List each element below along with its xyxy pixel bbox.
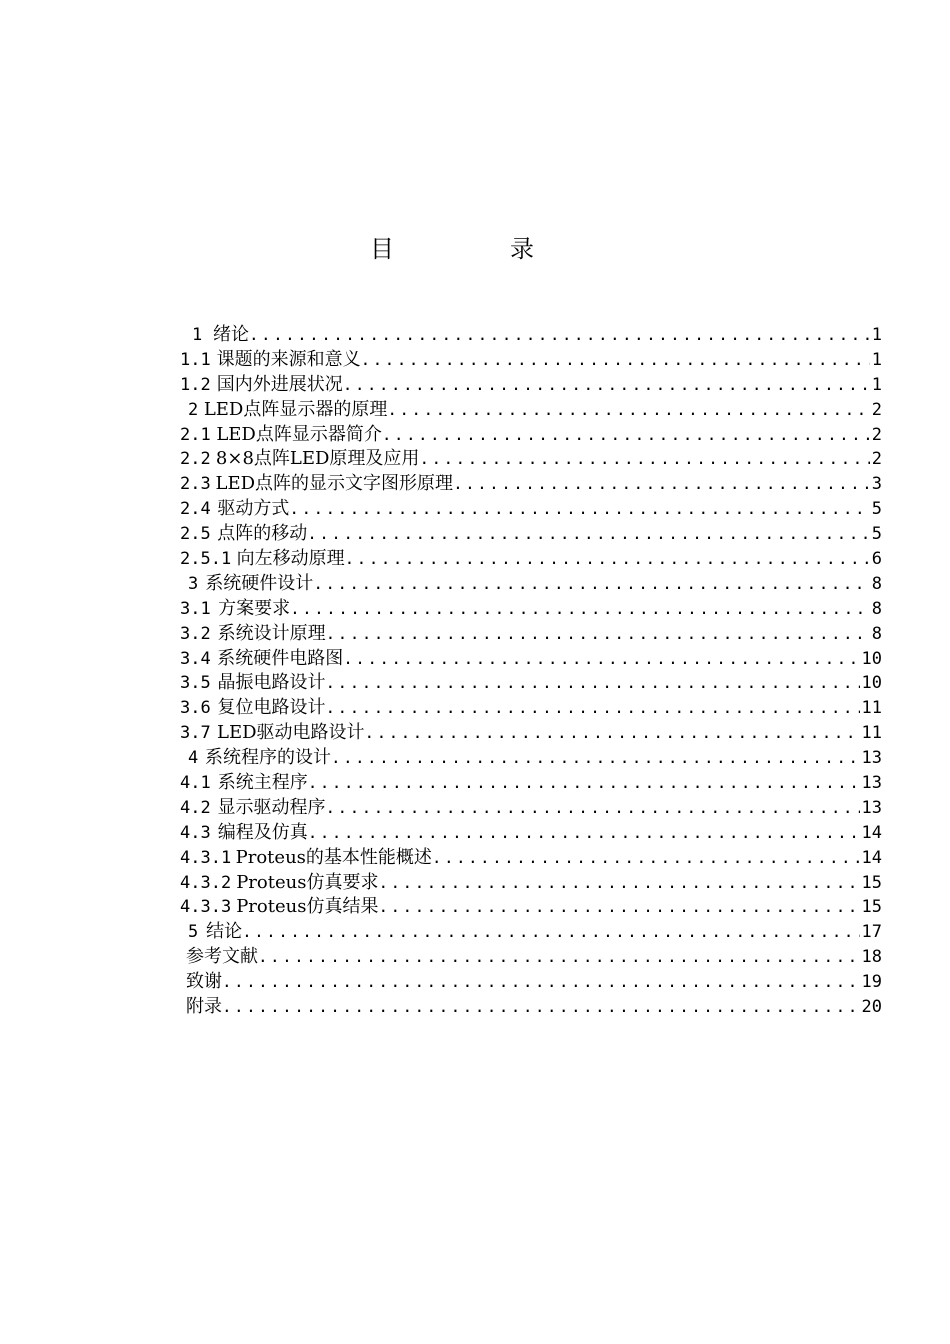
toc-entry[interactable] [180,920,882,945]
toc-dot-leader [326,696,860,721]
toc-entry-page-number: 11 [861,723,882,744]
toc-entry[interactable] [180,846,882,871]
toc-dot-leader [378,895,859,920]
toc-entry[interactable] [180,746,882,771]
toc-entry[interactable] [180,671,882,696]
toc-dot-leader [453,472,870,497]
toc-entry[interactable] [180,871,882,896]
toc-dot-leader [365,721,860,746]
toc-entry-page-number: 2 [871,424,882,445]
toc-dot-leader [258,945,860,970]
toc-entry-page-number: 6 [871,549,882,570]
toc-entry-title: Proteus仿真要求 [236,871,379,893]
toc-entry-title: 晶振电路设计 [217,672,326,694]
toc-entry-title: 绪论 [213,324,249,345]
toc-entry-page-number: 13 [861,748,882,769]
toc-entry-page-number: 8 [871,573,882,594]
toc-entry-title: 国内外进展状况 [216,373,343,395]
toc-entry[interactable] [180,547,882,572]
toc-entry[interactable] [180,796,882,821]
toc-entry-page-number: 13 [861,773,882,794]
toc-entry[interactable] [180,323,882,348]
toc-entry[interactable] [180,497,882,522]
toc-entry-title: 系统程序的设计 [204,747,331,769]
toc-entry-number: 3.2 [180,623,211,644]
toc-entry-page-number: 18 [861,947,882,968]
toc-entry-title: 驱动方式 [217,498,290,520]
toc-entry-number: 2.4 [180,499,211,520]
toc-entry-page-number: 15 [861,897,882,918]
toc-entry-number: 2.2 [180,449,211,470]
toc-entry-number: 4.3 [180,822,211,843]
toc-entry-title: 系统设计原理 [217,622,326,644]
toc-entry-title: 系统硬件设计 [205,572,314,594]
toc-entry[interactable] [180,572,882,597]
toc-entry-title: 方案要求 [218,597,291,619]
toc-entry-title: 向左移动原理 [236,548,345,570]
toc-entry-page-number: 2 [871,449,882,470]
toc-entry[interactable] [180,423,882,448]
toc-entry-number: 2 [188,399,199,420]
toc-entry-title: 致谢 [186,971,222,993]
toc-dot-leader [343,373,870,398]
toc-entry[interactable] [180,597,882,622]
toc-entry[interactable] [180,970,882,995]
toc-entry-number: 4 [188,748,199,769]
toc-entry-number: 1.1 [180,349,211,370]
toc-dot-leader [361,348,870,373]
toc-entry-page-number: 5 [871,524,882,545]
toc-entry-page-number: 5 [871,499,882,520]
toc-dot-leader [308,771,860,796]
toc-entry-page-number: 19 [861,972,882,993]
toc-entry-title: LED点阵的显示文字图形原理 [215,473,454,495]
toc-entry[interactable] [180,995,882,1020]
toc-entry[interactable] [180,647,882,672]
toc-entry-number: 4.1 [180,773,211,794]
toc-dot-leader [378,871,859,896]
toc-entry-number: 2.5.1 [180,549,232,570]
toc-dot-leader [387,398,869,423]
toc-entry[interactable] [180,696,882,721]
toc-dot-leader [326,622,870,647]
toc-entry[interactable] [180,522,882,547]
toc-entry-title: 参考文献 [186,946,258,968]
toc-entry-page-number: 8 [871,598,882,619]
toc-entry-page-number: 8 [871,623,882,644]
toc-entry-number: 4.3.2 [180,872,232,893]
toc-entry[interactable] [180,348,882,373]
toc-entry[interactable] [180,821,882,846]
toc-entry-title: LED点阵显示器的原理 [203,398,388,420]
toc-entry-number: 3.1 [180,598,211,619]
toc-dot-leader [242,920,859,945]
toc-dot-leader [331,746,860,771]
toc-entry-page-number: 17 [861,922,882,943]
toc-dot-leader [249,323,870,348]
toc-entry-title: Proteus仿真结果 [236,896,379,918]
toc-entry-number: 3.6 [180,698,211,719]
toc-entry-page-number: 11 [861,698,882,719]
toc-entry-number: 1 [192,325,203,345]
toc-entry[interactable] [180,622,882,647]
table-of-contents [180,323,882,1020]
toc-entry[interactable] [180,447,882,472]
toc-entry-title: 结论 [206,921,243,943]
toc-dot-leader [290,597,870,622]
toc-entry-number: 2.5 [180,524,211,545]
toc-entry[interactable] [180,472,882,497]
toc-entry-title: LED点阵显示器简介 [216,423,382,445]
toc-entry[interactable] [180,721,882,746]
toc-entry-page-number: 2 [871,399,882,420]
toc-dot-leader [382,423,870,448]
toc-entry-title: 编程及仿真 [217,821,308,843]
toc-entry-page-number: 3 [871,474,882,495]
toc-entry-page-number: 1 [871,349,882,370]
toc-entry-title: 复位电路设计 [217,697,326,719]
toc-dot-leader [222,995,860,1020]
toc-entry-number: 1.2 [180,374,211,395]
toc-entry-page-number: 13 [861,797,882,818]
toc-entry-page-number: 14 [861,847,882,868]
toc-entry-title: 8×8点阵LED原理及应用 [215,448,420,470]
toc-entry-number: 4.2 [180,797,211,818]
toc-entry-number: 5 [188,922,199,943]
toc-entry-title: 点阵的移动 [217,523,308,545]
toc-dot-leader [222,970,860,995]
toc-entry-page-number: 20 [861,997,882,1018]
toc-entry-page-number: 10 [861,648,882,669]
toc-dot-leader [326,796,860,821]
toc-entry-number: 4.3.1 [180,847,232,868]
toc-dot-leader [432,846,860,871]
toc-entry-page-number: 1 [871,325,882,345]
toc-dot-leader [313,572,869,597]
toc-entry-page-number: 14 [861,822,882,843]
toc-entry[interactable] [180,373,882,398]
toc-entry[interactable] [180,398,882,423]
toc-entry-page-number: 1 [871,374,882,395]
toc-dot-leader [326,671,860,696]
toc-entry-number: 3.4 [180,648,211,669]
toc-entry-number: 3.7 [180,723,211,744]
toc-entry[interactable] [180,771,882,796]
toc-entry-page-number: 15 [861,872,882,893]
toc-entry[interactable] [180,945,882,970]
toc-entry-number: 2.3 [180,474,211,495]
toc-entry-title: 显示驱动程序 [217,796,326,818]
toc-dot-leader [307,522,870,547]
toc-entry-number: 4.3.3 [180,897,232,918]
toc-dot-leader [343,647,859,672]
toc-entry-title: 附录 [186,996,222,1018]
toc-entry-number: 2.1 [180,424,211,445]
toc-entry-title: 系统主程序 [217,772,308,794]
toc-entry-number: 3.5 [180,673,211,694]
page-title: 目 录 [370,235,580,263]
toc-entry-number: 3 [188,573,199,594]
toc-entry-title: 课题的来源和意义 [216,348,361,370]
toc-dot-leader [345,547,870,572]
toc-entry-title: 系统硬件电路图 [217,647,344,669]
toc-dot-leader [308,821,860,846]
toc-dot-leader [289,497,869,522]
toc-entry-page-number: 10 [861,673,882,694]
toc-entry-title: LED驱动电路设计 [217,722,365,744]
toc-entry-title: Proteus的基本性能概述 [235,846,432,868]
toc-dot-leader [419,447,869,472]
toc-entry[interactable] [180,895,882,920]
